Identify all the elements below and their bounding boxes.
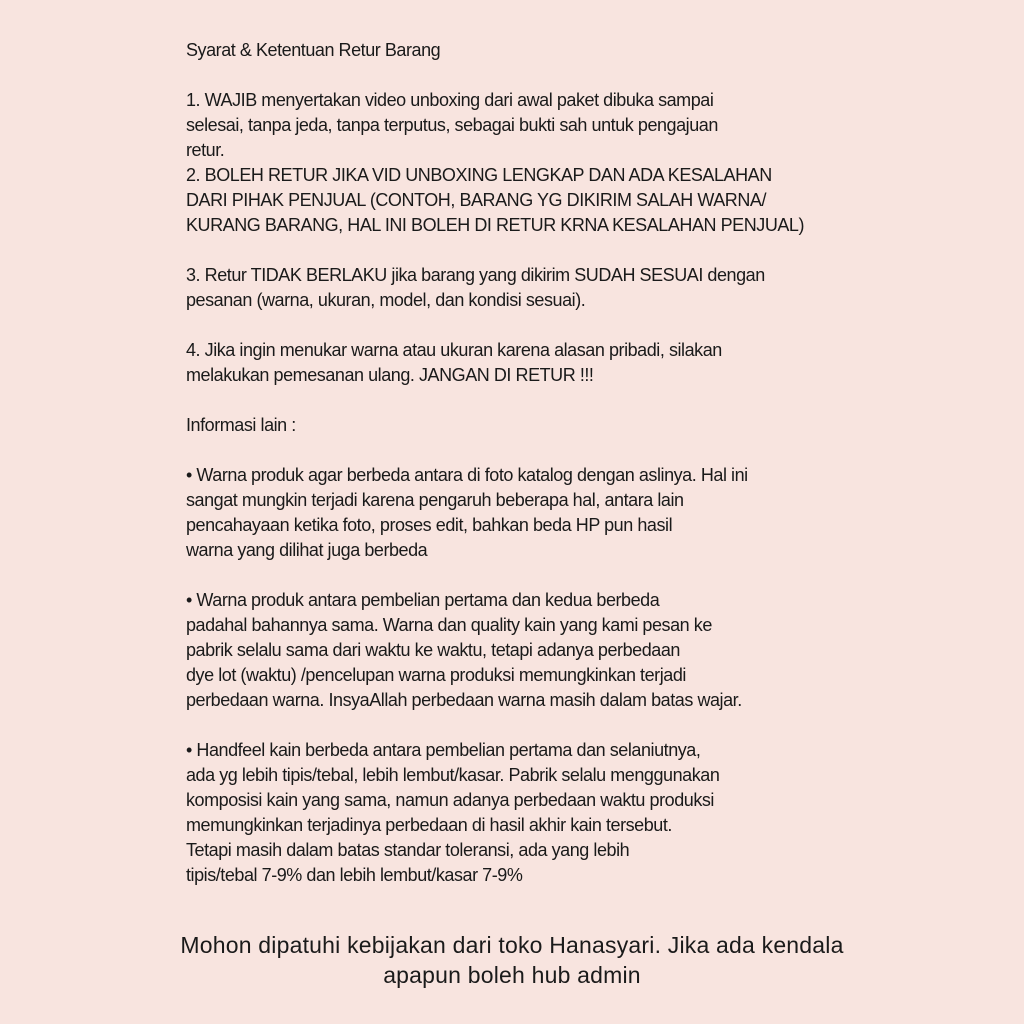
info-item-3 [186,738,886,888]
footer-line: apapun boleh hub admin [383,962,641,988]
info-item-3-line: ada yg lebih tipis/tebal, lebih lembut/kasar. Pabrik selalu menggunakan [186,765,720,785]
info-item-2-line: dye lot (waktu) /pencelupan warna produksi memungkinkan terjadi [186,665,686,685]
spacer [186,563,886,588]
spacer [186,63,886,88]
info-item-3-line: komposisi kain yang sama, namun adanya perbedaan waktu produksi [186,790,714,810]
info-item-1-line: warna yang dilihat juga berbeda [186,540,428,560]
info-item-2-line: pabrik selalu sama dari waktu ke waktu, tetapi adanya perbedaan [186,640,680,660]
spacer [186,713,886,738]
info-item-1-line: sangat mungkin terjadi karena pengaruh beberapa hal, antara lain [186,490,684,510]
info-item-3-line: Tetapi masih dalam batas standar toleransi, ada yang lebih [186,840,630,860]
info-item-2-line: padahal bahannya sama. Warna dan quality kain yang kami pesan ke [186,615,712,635]
info-item-2-line: • Warna produk antara pembelian pertama dan kedua berbeda [186,590,660,610]
info-item-2 [186,588,886,713]
document-title: Syarat & Ketentuan Retur Barang [186,40,441,60]
rule-1-line: retur. [186,140,225,160]
terms-document [186,38,886,888]
rule-4-line: melakukan pemesanan ulang. JANGAN DI RETUR !!! [186,365,594,385]
rule-1-line: 1. WAJIB menyertakan video unboxing dari awal paket dibuka sampai [186,90,714,110]
spacer [186,388,886,413]
rule-3-line: 3. Retur TIDAK BERLAKU jika barang yang dikirim SUDAH SESUAI dengan [186,265,765,285]
footer-line: Mohon dipatuhi kebijakan dari toko Hanasyari. Jika ada kendala [180,932,844,958]
rule-1 [186,88,886,163]
info-item-1-line: • Warna produk agar berbeda antara di foto katalog dengan aslinya. Hal ini [186,465,748,485]
rule-2 [186,163,886,238]
spacer [186,238,886,263]
info-heading: Informasi lain : [186,415,296,435]
rule-2-line: 2. BOLEH RETUR JIKA VID UNBOXING LENGKAP DAN ADA KESALAHAN [186,165,772,185]
info-item-1 [186,463,886,563]
info-item-1-line: pencahayaan ketika foto, proses edit, bahkan beda HP pun hasil [186,515,673,535]
rule-4 [186,338,886,388]
rule-3-line: pesanan (warna, ukuran, model, dan kondisi sesuai). [186,290,586,310]
info-item-3-line: • Handfeel kain berbeda antara pembelian pertama dan selaniutnya, [186,740,701,760]
spacer [186,313,886,338]
info-item-2-line: perbedaan warna. InsyaAllah perbedaan warna masih dalam batas wajar. [186,690,742,710]
rule-4-line: 4. Jika ingin menukar warna atau ukuran karena alasan pribadi, silakan [186,340,722,360]
rule-2-line: DARI PIHAK PENJUAL (CONTOH, BARANG YG DIKIRIM SALAH WARNA/ [186,190,767,210]
spacer [186,438,886,463]
info-item-3-line: tipis/tebal 7-9% dan lebih lembut/kasar 7-9% [186,865,523,885]
rule-1-line: selesai, tanpa jeda, tanpa terputus, sebagai bukti sah untuk pengajuan [186,115,718,135]
rule-2-line: KURANG BARANG, HAL INI BOLEH DI RETUR KRNA KESALAHAN PENJUAL) [186,215,805,235]
footer-note [0,930,1024,990]
info-item-3-line: memungkinkan terjadinya perbedaan di hasil akhir kain tersebut. [186,815,672,835]
rule-3 [186,263,886,313]
